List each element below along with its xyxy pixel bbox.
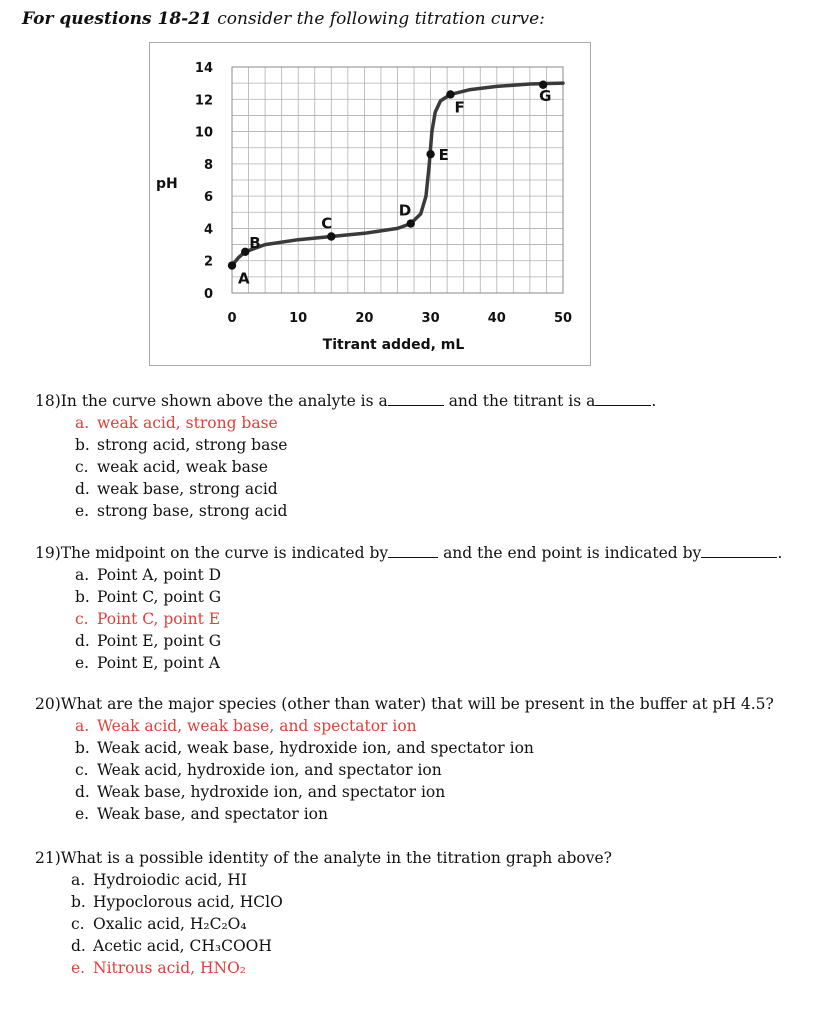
point-d-label: D xyxy=(398,201,412,220)
option-letter: b. xyxy=(75,588,90,606)
y-axis-title: pH xyxy=(156,176,178,193)
y-tick-label: 4 xyxy=(203,222,213,238)
y-tick-label: 6 xyxy=(203,190,213,206)
option-a[interactable] xyxy=(71,869,612,891)
option-letter: d. xyxy=(75,632,90,650)
option-e[interactable] xyxy=(71,957,612,979)
option-letter: e. xyxy=(75,502,90,520)
option-text: Hydroiodic acid, HI xyxy=(93,871,248,889)
answer-blank xyxy=(388,392,444,406)
option-d[interactable] xyxy=(71,935,612,957)
option-e[interactable] xyxy=(75,803,774,825)
stem-text: The midpoint on the curve is indicated by xyxy=(60,544,389,562)
option-text: weak acid, weak base xyxy=(97,458,268,476)
point-a-label: A xyxy=(238,269,250,288)
option-letter: a. xyxy=(75,414,90,432)
option-letter: e. xyxy=(75,805,90,823)
point-c-marker xyxy=(327,232,335,240)
option-d[interactable] xyxy=(75,478,656,500)
options-list xyxy=(35,564,782,674)
option-letter: d. xyxy=(71,937,86,955)
option-text: Point A, point D xyxy=(97,566,222,584)
question-20 xyxy=(35,693,774,825)
option-letter: b. xyxy=(75,436,90,454)
y-tick-label: 0 xyxy=(203,287,213,302)
option-text: Weak acid, weak base, and spectator ion xyxy=(97,717,417,735)
option-text: Weak base, hydroxide ion, and spectator ion xyxy=(97,783,446,801)
point-b-marker xyxy=(241,248,249,256)
question-19-stem xyxy=(35,542,782,564)
answer-blank xyxy=(388,544,438,558)
option-text: Weak acid, weak base, hydroxide ion, and spectator ion xyxy=(97,739,534,757)
option-letter: a. xyxy=(75,566,90,584)
x-tick-label: 40 xyxy=(487,311,506,326)
option-a[interactable] xyxy=(75,715,774,737)
option-b[interactable] xyxy=(75,586,782,608)
question-21-stem xyxy=(35,847,612,869)
option-b[interactable] xyxy=(75,737,774,759)
x-tick-label: 10 xyxy=(289,311,308,326)
point-f-label: F xyxy=(454,98,465,117)
options-list xyxy=(35,715,774,825)
stem-text: and the end point is indicated by xyxy=(443,544,702,562)
x-tick-label: 0 xyxy=(227,311,237,326)
option-text: Point E, point G xyxy=(97,632,222,650)
point-c-label: C xyxy=(321,214,333,233)
option-letter: c. xyxy=(75,458,89,476)
option-text: Weak acid, hydroxide ion, and spectator ion xyxy=(97,761,442,779)
option-letter: b. xyxy=(75,739,90,757)
option-e[interactable] xyxy=(75,652,782,674)
questions-range: For questions 18-21 xyxy=(22,9,212,29)
option-letter: e. xyxy=(71,959,86,977)
question-number: 19) xyxy=(35,544,61,562)
option-text: weak acid, strong base xyxy=(97,414,278,432)
x-axis-title: Titrant added, mL xyxy=(322,337,465,353)
option-text: Weak base, and spectator ion xyxy=(97,805,328,823)
options-list xyxy=(35,412,656,522)
option-b[interactable] xyxy=(71,891,612,913)
titration-chart-svg xyxy=(150,43,590,365)
option-b[interactable] xyxy=(75,434,656,456)
question-21 xyxy=(35,847,612,979)
option-text: Point C, point G xyxy=(97,588,222,606)
option-letter: e. xyxy=(75,654,90,672)
option-text: Point E, point A xyxy=(97,654,220,672)
titration-chart xyxy=(149,42,591,366)
point-b-label: B xyxy=(249,233,261,252)
question-number: 20) xyxy=(35,695,61,713)
option-text: Nitrous acid, HNO₂ xyxy=(93,959,247,977)
point-d-marker xyxy=(407,219,415,227)
option-a[interactable] xyxy=(75,412,656,434)
option-text: strong acid, strong base xyxy=(97,436,288,454)
answer-blank xyxy=(701,544,777,558)
x-tick-label: 50 xyxy=(553,311,573,326)
option-letter: a. xyxy=(71,871,86,889)
question-20-stem xyxy=(35,693,774,715)
x-tick-label: 20 xyxy=(355,311,374,326)
question-number: 18) xyxy=(35,392,61,410)
instructions-heading xyxy=(22,9,545,29)
question-18-stem xyxy=(35,390,656,412)
option-d[interactable] xyxy=(75,630,782,652)
option-c[interactable] xyxy=(75,608,782,630)
option-letter: a. xyxy=(75,717,90,735)
options-list xyxy=(35,869,612,979)
question-18 xyxy=(35,390,656,522)
question-19 xyxy=(35,542,782,674)
stem-text: In the curve shown above the analyte is a xyxy=(60,392,388,410)
option-text: weak base, strong acid xyxy=(97,480,278,498)
option-letter: c. xyxy=(75,761,89,779)
stem-text: and the titrant is a xyxy=(448,392,596,410)
option-letter: c. xyxy=(71,915,85,933)
option-letter: b. xyxy=(71,893,86,911)
option-d[interactable] xyxy=(75,781,774,803)
stem-text: What are the major species (other than water) that will be present in the buffer at pH 4.5? xyxy=(60,695,774,713)
stem-text: . xyxy=(651,392,657,410)
option-text: Hypoclorous acid, HClO xyxy=(93,893,283,911)
point-g-label: G xyxy=(539,86,552,105)
y-tick-label: 2 xyxy=(203,254,213,270)
question-number: 21) xyxy=(35,849,61,867)
option-letter: d. xyxy=(75,480,90,498)
stem-text: . xyxy=(777,544,783,562)
y-tick-label: 14 xyxy=(194,61,213,76)
y-tick-label: 8 xyxy=(203,157,213,173)
point-e-marker xyxy=(426,150,434,158)
instructions-text: consider the following titration curve: xyxy=(211,9,545,29)
point-a-marker xyxy=(228,261,236,269)
x-tick-label: 30 xyxy=(421,311,440,326)
y-tick-label: 12 xyxy=(194,93,213,109)
option-c[interactable] xyxy=(71,913,612,935)
option-text: Point C, point E xyxy=(97,610,221,628)
option-text: Acetic acid, CH₃COOH xyxy=(93,937,272,955)
point-e-label: E xyxy=(438,146,449,165)
answer-blank xyxy=(595,392,651,406)
option-letter: c. xyxy=(75,610,89,628)
option-letter: d. xyxy=(75,783,90,801)
y-tick-label: 10 xyxy=(194,125,213,141)
option-c[interactable] xyxy=(75,456,656,478)
option-c[interactable] xyxy=(75,759,774,781)
point-f-marker xyxy=(446,90,454,98)
option-a[interactable] xyxy=(75,564,782,586)
option-e[interactable] xyxy=(75,500,656,522)
stem-text: What is a possible identity of the analyte in the titration graph above? xyxy=(60,849,612,867)
option-text: strong base, strong acid xyxy=(97,502,288,520)
option-text: Oxalic acid, H₂C₂O₄ xyxy=(93,915,247,933)
